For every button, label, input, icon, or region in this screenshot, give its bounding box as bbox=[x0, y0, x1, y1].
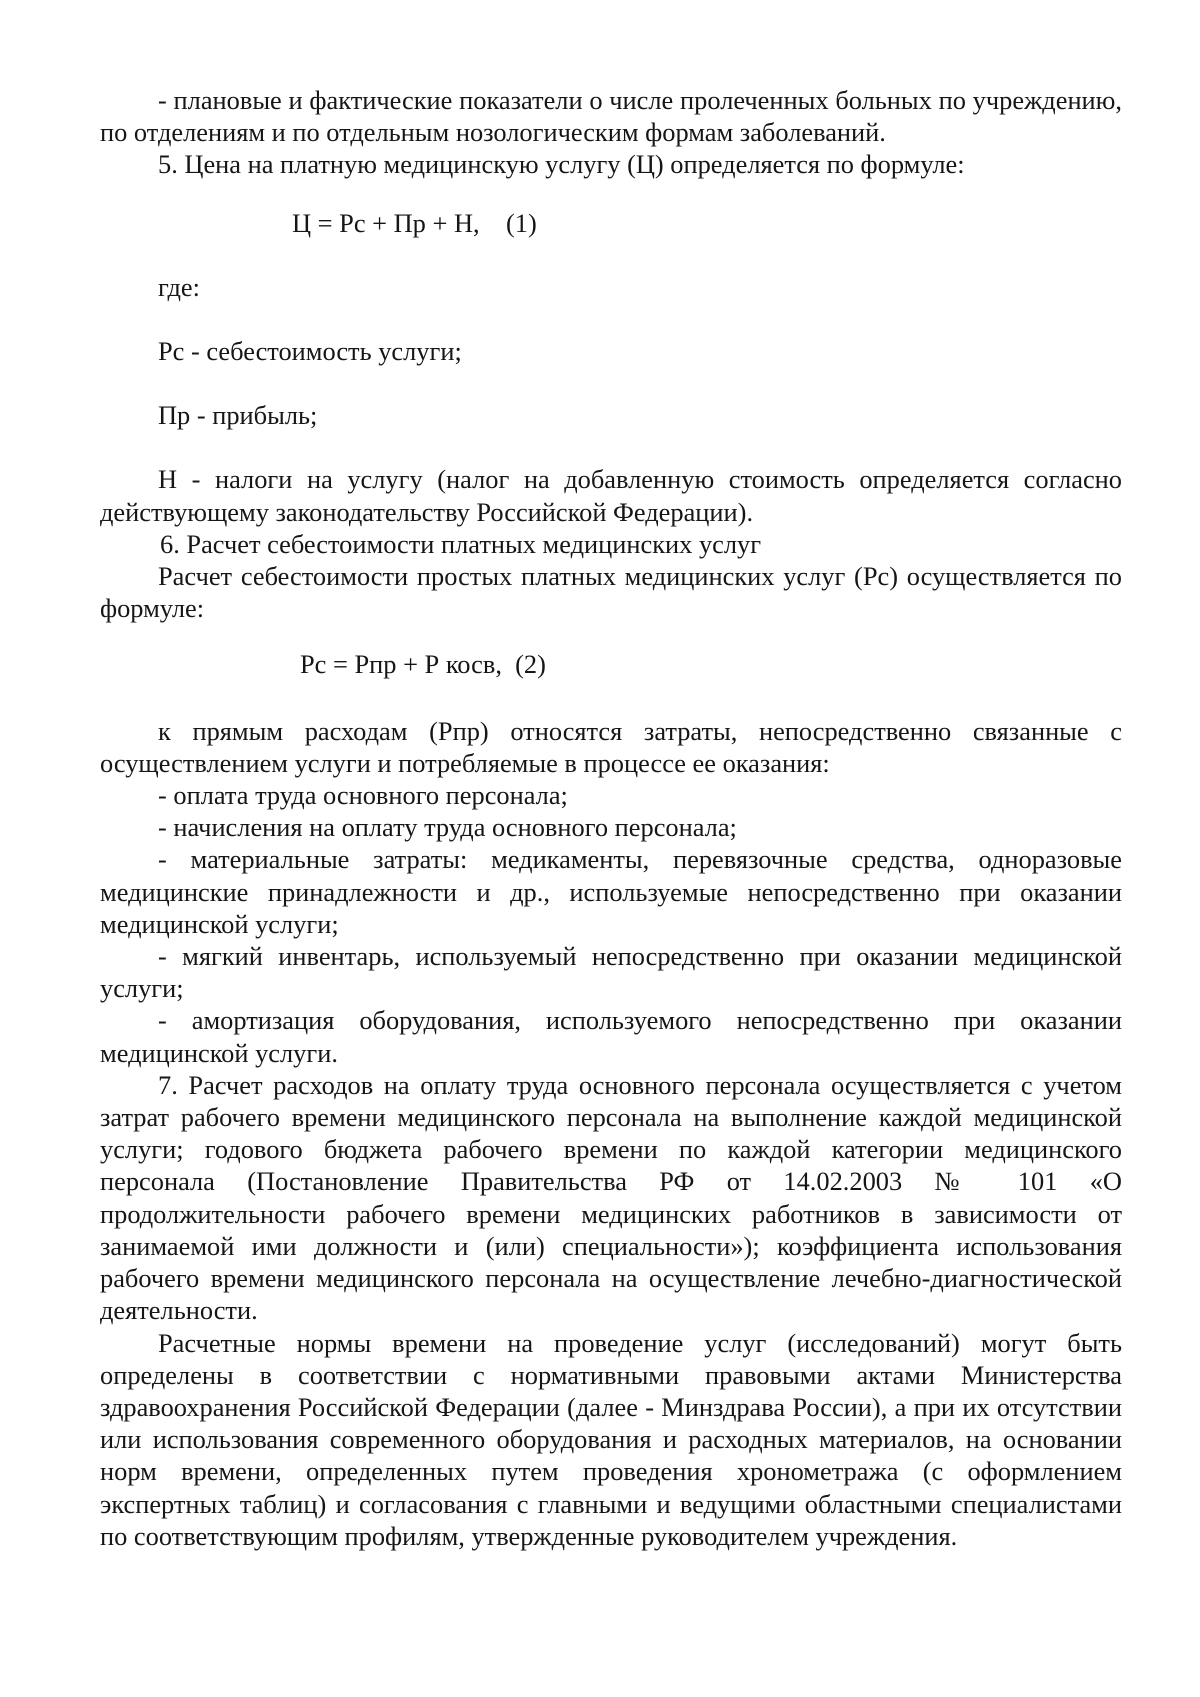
formula-cost: Рс = Рпр + Р косв, (2) bbox=[300, 649, 546, 680]
paragraph-indicators: - плановые и фактические показатели о числе пролеченных больных по учреждению, по отделениям и по отдельным нозологическим формам заболеваний. bbox=[100, 85, 1122, 148]
formula-price: Ц = Рс + Пр + Н, (1) bbox=[292, 207, 537, 238]
definition-taxes: Н - налоги на услугу (налог на добавленную стоимость определяется согласно действующему законодательству Российской Федерации). bbox=[100, 464, 1122, 527]
paragraph-cost-formula-intro: Расчет себестоимости простых платных медицинских услуг (Рс) осуществляется по формуле: bbox=[100, 561, 1122, 624]
definition-profit: Пр - прибыль; bbox=[158, 400, 318, 431]
section-6-heading: 6. Расчет себестоимости платных медицинских услуг bbox=[160, 528, 762, 559]
paragraph-direct-costs: к прямым расходам (Рпр) относятся затраты, непосредственно связанные с осуществлением услуги и потребляемые в процессе ее оказания: bbox=[100, 715, 1122, 778]
paragraph-price-intro: 5. Цена на платную медицинскую услугу (Ц) определяется по формуле: bbox=[158, 149, 965, 180]
paragraph-where: где: bbox=[158, 271, 200, 302]
document-page bbox=[100, 84, 1122, 1552]
paragraph-section-7: 7. Расчет расходов на оплату труда основного персонала осуществляется с учетом затрат рабочего времени медицинского персонала на выполнение каждой медицинской услуги; годового бюджета рабочего времени по каждой категории медицинского персонала (Постановление Правительства РФ от 14.02.2003 № 101 «О продолжительности рабочего времени медицинских работников в зависимости от занимаемой ими должности и (или) специальности»); коэффициента использования рабочего времени медицинского персонала на осуществление лечебно-диагностической деятельности. bbox=[100, 1069, 1122, 1326]
definition-cost: Рс - себестоимость услуги; bbox=[158, 336, 462, 367]
list-item-material-costs: - материальные затраты: медикаменты, перевязочные средства, одноразовые медицинские принадлежности и др., используемые непосредственно при оказании медицинской услуги; bbox=[100, 844, 1122, 939]
list-item-depreciation: - амортизация оборудования, используемого непосредственно при оказании медицинской услуги. bbox=[100, 1005, 1122, 1068]
paragraph-time-norms: Расчетные нормы времени на проведение услуг (исследований) могут быть определены в соответствии с нормативными правовыми актами Министерства здравоохранения Российской Федерации (далее - Минздрава России), а при их отсутствии или использования современного оборудования и расходных материалов, на основании норм времени, определенных путем проведения хронометража (с оформлением экспертных таблиц) и согласования с главными и ведущими областными специалистами по соответствующим профилям, утвержденные руководителем учреждения. bbox=[100, 1327, 1122, 1551]
list-item-soft-inventory: - мягкий инвентарь, используемый непосредственно при оказании медицинской услуги; bbox=[100, 941, 1122, 1004]
list-item-salary-charges: - начисления на оплату труда основного персонала; bbox=[158, 812, 737, 843]
list-item-salary: - оплата труда основного персонала; bbox=[158, 780, 568, 811]
